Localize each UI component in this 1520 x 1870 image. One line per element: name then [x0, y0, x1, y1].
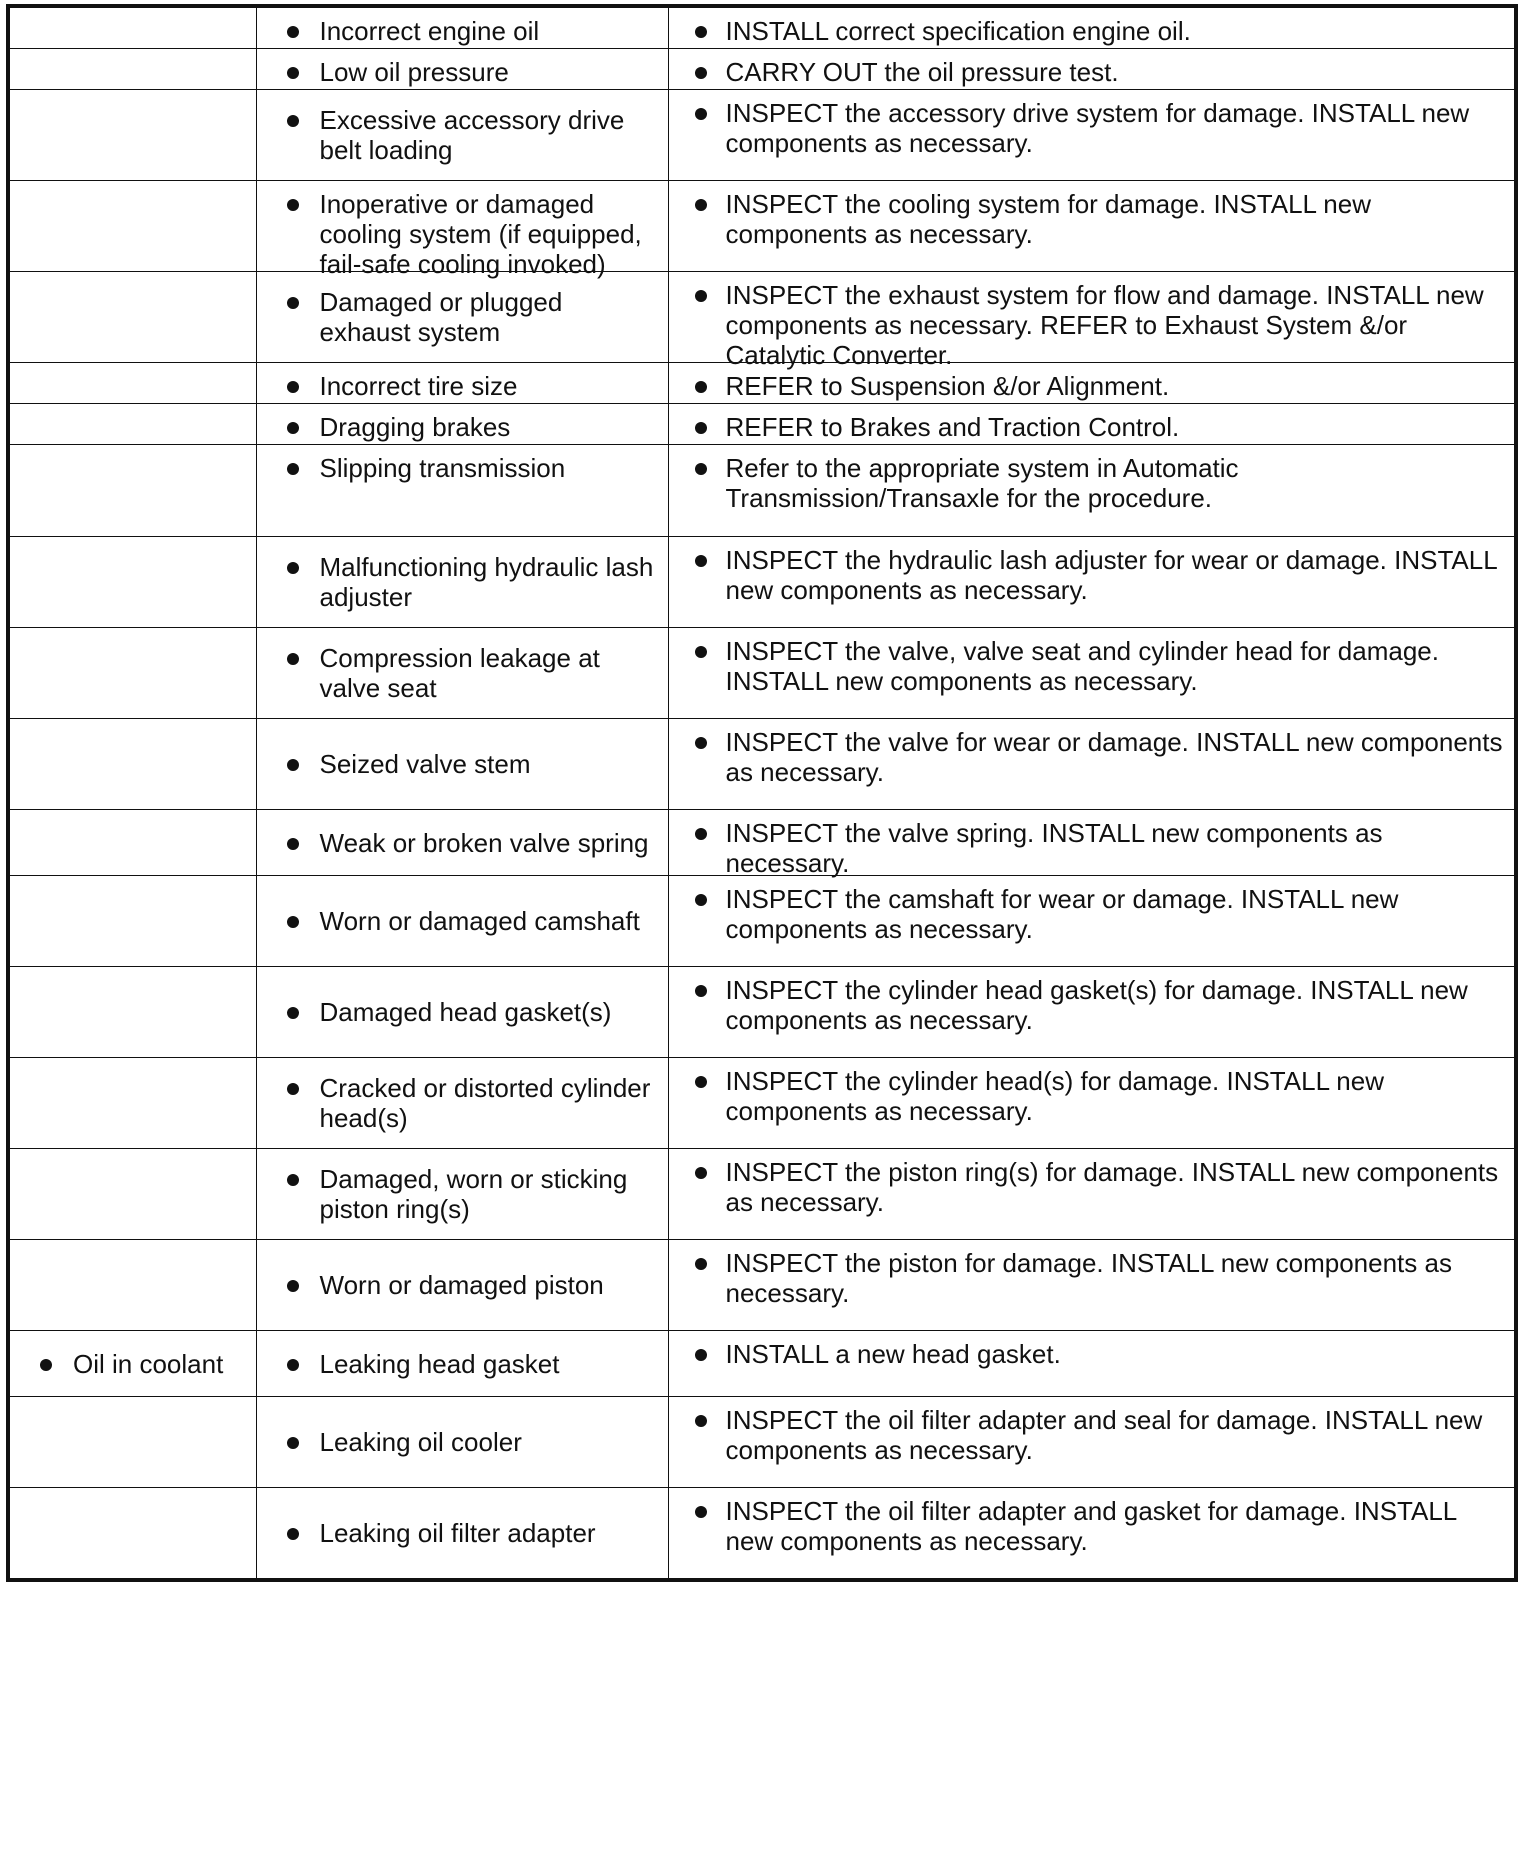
action-cell [668, 90, 1516, 181]
symptom-cell [8, 1397, 256, 1488]
action-cell [668, 363, 1516, 404]
bullet-icon [40, 1359, 52, 1371]
bullet-icon [287, 1174, 299, 1186]
table-row [8, 1331, 1516, 1397]
possible-source-cell [256, 1149, 668, 1240]
possible-source-cell [256, 876, 668, 967]
possible-source-cell [256, 1488, 668, 1581]
bullet-icon [287, 1359, 299, 1371]
action-cell-text: INSPECT the valve for wear or damage. INSTALL new components as necessary. [725, 727, 1503, 787]
table-row [8, 363, 1516, 404]
possible-source-cell-text: Leaking oil cooler [319, 1427, 522, 1457]
table-row [8, 1488, 1516, 1581]
possible-source-cell [256, 363, 668, 404]
bullet-icon [287, 463, 299, 475]
bullet-item [257, 1164, 668, 1224]
bullet-item [257, 1427, 532, 1457]
bullet-item [669, 727, 1515, 787]
symptom-cell [8, 1240, 256, 1331]
bullet-icon [287, 297, 299, 309]
bullet-item [257, 997, 622, 1027]
possible-source-cell-text: Excessive accessory drive belt loading [319, 105, 625, 165]
bullet-item [10, 1349, 233, 1379]
bullet-icon [695, 1349, 707, 1361]
possible-source-cell [256, 967, 668, 1058]
action-cell-text: INSPECT the cylinder head(s) for damage. INSTALL new components as necessary. [725, 1066, 1384, 1126]
bullet-icon [287, 1083, 299, 1095]
bullet-item [257, 1518, 606, 1548]
bullet-item [669, 884, 1515, 944]
table-row [8, 537, 1516, 628]
action-cell-text: INSPECT the piston ring(s) for damage. INSTALL new components as necessary. [725, 1157, 1499, 1217]
symptom-cell [8, 363, 256, 404]
possible-source-cell-text: Dragging brakes [319, 412, 511, 442]
bullet-icon [287, 422, 299, 434]
bullet-icon [287, 653, 299, 665]
table-row [8, 49, 1516, 90]
bullet-icon [695, 26, 707, 38]
possible-source-cell [256, 445, 668, 537]
action-cell-text: INSPECT the cooling system for damage. INSTALL new components as necessary. [725, 189, 1371, 249]
possible-source-cell-text: Malfunctioning hydraulic lash adjuster [319, 552, 654, 612]
bullet-icon [695, 894, 707, 906]
possible-source-cell [256, 1058, 668, 1149]
symptom-cell [8, 1331, 256, 1397]
possible-source-cell-text: Worn or damaged camshaft [319, 906, 640, 936]
action-cell [668, 1058, 1516, 1149]
action-cell-text: INSPECT the accessory drive system for damage. INSTALL new components as necessary. [725, 98, 1470, 158]
symptom-cell [8, 404, 256, 445]
action-cell [668, 628, 1516, 719]
possible-source-cell-text: Compression leakage at valve seat [319, 643, 600, 703]
table-row [8, 1149, 1516, 1240]
action-cell [668, 876, 1516, 967]
possible-source-cell-text: Damaged head gasket(s) [319, 997, 612, 1027]
symptom-cell-text: Oil in coolant [73, 1348, 224, 1379]
symptom-cell [8, 537, 256, 628]
bullet-item [257, 57, 668, 87]
bullet-icon [287, 381, 299, 393]
table-row [8, 181, 1516, 272]
diagnostic-table-page [6, 4, 1514, 1582]
action-cell [668, 967, 1516, 1058]
bullet-icon [287, 1528, 299, 1540]
bullet-icon [287, 838, 299, 850]
table-row [8, 445, 1516, 537]
bullet-item [669, 975, 1515, 1035]
possible-source-cell-text: Leaking head gasket [319, 1348, 560, 1379]
bullet-icon [287, 115, 299, 127]
possible-source-cell [256, 537, 668, 628]
possible-source-cell [256, 49, 668, 90]
bullet-item [257, 189, 668, 279]
bullet-item [669, 1405, 1515, 1465]
bullet-icon [695, 1506, 707, 1518]
bullet-item [669, 371, 1515, 401]
possible-source-cell [256, 90, 668, 181]
bullet-icon [695, 1415, 707, 1427]
action-cell [668, 1488, 1516, 1581]
bullet-item [257, 643, 668, 703]
possible-source-cell [256, 272, 668, 363]
symptom-cell [8, 6, 256, 49]
symptom-cell [8, 1058, 256, 1149]
table-row [8, 1058, 1516, 1149]
symptom-cell [8, 1488, 256, 1581]
bullet-item [257, 1349, 570, 1379]
bullet-icon [695, 555, 707, 567]
action-cell [668, 6, 1516, 49]
table-row [8, 404, 1516, 445]
bullet-icon [695, 67, 707, 79]
bullet-item [257, 552, 668, 612]
action-cell [668, 272, 1516, 370]
table-row [8, 719, 1516, 810]
bullet-icon [287, 1437, 299, 1449]
symptom-cell [8, 1149, 256, 1240]
bullet-icon [695, 422, 707, 434]
bullet-item [257, 287, 668, 347]
action-cell-text: INSPECT the cylinder head gasket(s) for damage. INSTALL new components as necessary. [725, 975, 1468, 1035]
table-row [8, 628, 1516, 719]
bullet-icon [287, 67, 299, 79]
bullet-item [257, 906, 650, 936]
bullet-icon [695, 1167, 707, 1179]
action-cell-text: INSPECT the valve, valve seat and cylinder head for damage. INSTALL new components as necessary. [725, 636, 1439, 696]
bullet-item [257, 412, 668, 442]
possible-source-cell [256, 404, 668, 445]
bullet-item [669, 545, 1515, 605]
bullet-item [257, 1073, 668, 1133]
symptom-cell [8, 967, 256, 1058]
action-cell [668, 49, 1516, 90]
action-cell [668, 181, 1516, 272]
possible-source-cell-text: Incorrect engine oil [319, 16, 540, 46]
bullet-icon [287, 759, 299, 771]
bullet-item [669, 189, 1515, 249]
possible-source-cell-text: Inoperative or damaged cooling system (if equipped, fail-safe cooling invoked) [319, 189, 642, 279]
bullet-icon [695, 463, 707, 475]
bullet-icon [287, 199, 299, 211]
bullet-item [669, 1248, 1515, 1308]
action-cell [668, 1331, 1516, 1397]
possible-source-cell [256, 1397, 668, 1488]
bullet-icon [287, 562, 299, 574]
possible-source-cell-text: Damaged, worn or sticking piston ring(s) [319, 1164, 628, 1224]
symptom-cell [8, 876, 256, 967]
possible-source-cell [256, 181, 668, 279]
action-cell-text: REFER to Brakes and Traction Control. [725, 412, 1180, 442]
action-cell [668, 719, 1516, 810]
bullet-icon [695, 1258, 707, 1270]
table-row [8, 876, 1516, 967]
bullet-icon [695, 381, 707, 393]
bullet-item [257, 453, 668, 483]
action-cell-text: INSTALL a new head gasket. [725, 1339, 1061, 1369]
bullet-icon [287, 1280, 299, 1292]
bullet-item [257, 105, 668, 165]
symptom-cell [8, 719, 256, 810]
possible-source-cell [256, 719, 668, 810]
table-row [8, 6, 1516, 49]
action-cell [668, 1240, 1516, 1331]
symptom-cell [8, 810, 256, 876]
table-row [8, 967, 1516, 1058]
action-cell-text: INSPECT the valve spring. INSTALL new components as necessary. [725, 818, 1383, 878]
action-cell-text: REFER to Suspension &/or Alignment. [725, 371, 1170, 401]
possible-source-cell [256, 1331, 668, 1397]
bullet-item [669, 636, 1515, 696]
table-row [8, 1240, 1516, 1331]
action-cell [668, 1149, 1516, 1240]
possible-source-cell [256, 810, 668, 876]
symptom-cell [8, 628, 256, 719]
possible-source-cell-text: Weak or broken valve spring [319, 827, 649, 858]
bullet-item [669, 57, 1515, 87]
action-cell [668, 404, 1516, 445]
bullet-icon [695, 199, 707, 211]
bullet-icon [287, 26, 299, 38]
bullet-item [669, 1066, 1515, 1126]
possible-source-cell-text: Slipping transmission [319, 453, 566, 483]
action-cell-text: INSPECT the exhaust system for flow and damage. INSTALL new components as necessary. REFER to Exhaust System &/or Catalytic Converter. [725, 280, 1484, 370]
bullet-icon [695, 646, 707, 658]
possible-source-cell [256, 1240, 668, 1331]
bullet-icon [695, 108, 707, 120]
symptom-cell [8, 90, 256, 181]
action-cell [668, 537, 1516, 628]
action-cell-text: INSPECT the oil filter adapter and seal for damage. INSTALL new components as necessary. [725, 1405, 1483, 1465]
symptom-chart-table [6, 4, 1518, 1582]
bullet-icon [695, 737, 707, 749]
bullet-item [257, 749, 541, 779]
action-cell-text: INSPECT the hydraulic lash adjuster for wear or damage. INSTALL new components as necessary. [725, 545, 1497, 605]
bullet-item [257, 16, 668, 46]
bullet-icon [695, 290, 707, 302]
action-cell-text: CARRY OUT the oil pressure test. [725, 57, 1119, 87]
symptom-cell [8, 272, 256, 363]
action-cell [668, 1397, 1516, 1488]
bullet-item [257, 371, 668, 401]
bullet-icon [287, 1007, 299, 1019]
bullet-item [257, 828, 659, 858]
symptom-cell [8, 181, 256, 272]
possible-source-cell-text: Seized valve stem [319, 749, 531, 779]
possible-source-cell [256, 6, 668, 49]
bullet-item [669, 280, 1515, 370]
bullet-icon [695, 828, 707, 840]
possible-source-cell-text: Incorrect tire size [319, 371, 518, 401]
action-cell-text: INSPECT the oil filter adapter and gasket for damage. INSTALL new components as necessary. [725, 1496, 1457, 1556]
table-row [8, 1397, 1516, 1488]
action-cell-text: INSTALL correct specification engine oil. [725, 16, 1191, 46]
bullet-item [669, 818, 1515, 878]
bullet-item [669, 1157, 1515, 1217]
action-cell [668, 445, 1516, 537]
table-row [8, 810, 1516, 876]
bullet-item [669, 1496, 1515, 1556]
bullet-item [669, 453, 1515, 513]
action-cell-text: INSPECT the piston for damage. INSTALL new components as necessary. [725, 1248, 1452, 1308]
possible-source-cell-text: Damaged or plugged exhaust system [319, 287, 563, 347]
possible-source-cell-text: Leaking oil filter adapter [319, 1518, 596, 1548]
bullet-item [669, 412, 1515, 442]
possible-source-cell [256, 628, 668, 719]
bullet-item [669, 1339, 1515, 1369]
possible-source-cell-text: Cracked or distorted cylinder head(s) [319, 1073, 651, 1133]
bullet-icon [287, 916, 299, 928]
symptom-cell [8, 445, 256, 537]
symptom-cell [8, 49, 256, 90]
table-row [8, 272, 1516, 363]
action-cell-text: Refer to the appropriate system in Automatic Transmission/Transaxle for the procedure. [725, 453, 1239, 513]
bullet-item [257, 1270, 614, 1300]
action-cell-text: INSPECT the camshaft for wear or damage. INSTALL new components as necessary. [725, 884, 1399, 944]
bullet-icon [695, 985, 707, 997]
bullet-item [669, 16, 1515, 46]
bullet-item [669, 98, 1515, 158]
table-row [8, 90, 1516, 181]
action-cell [668, 810, 1516, 876]
possible-source-cell-text: Worn or damaged piston [319, 1270, 604, 1300]
possible-source-cell-text: Low oil pressure [319, 57, 509, 87]
bullet-icon [695, 1076, 707, 1088]
